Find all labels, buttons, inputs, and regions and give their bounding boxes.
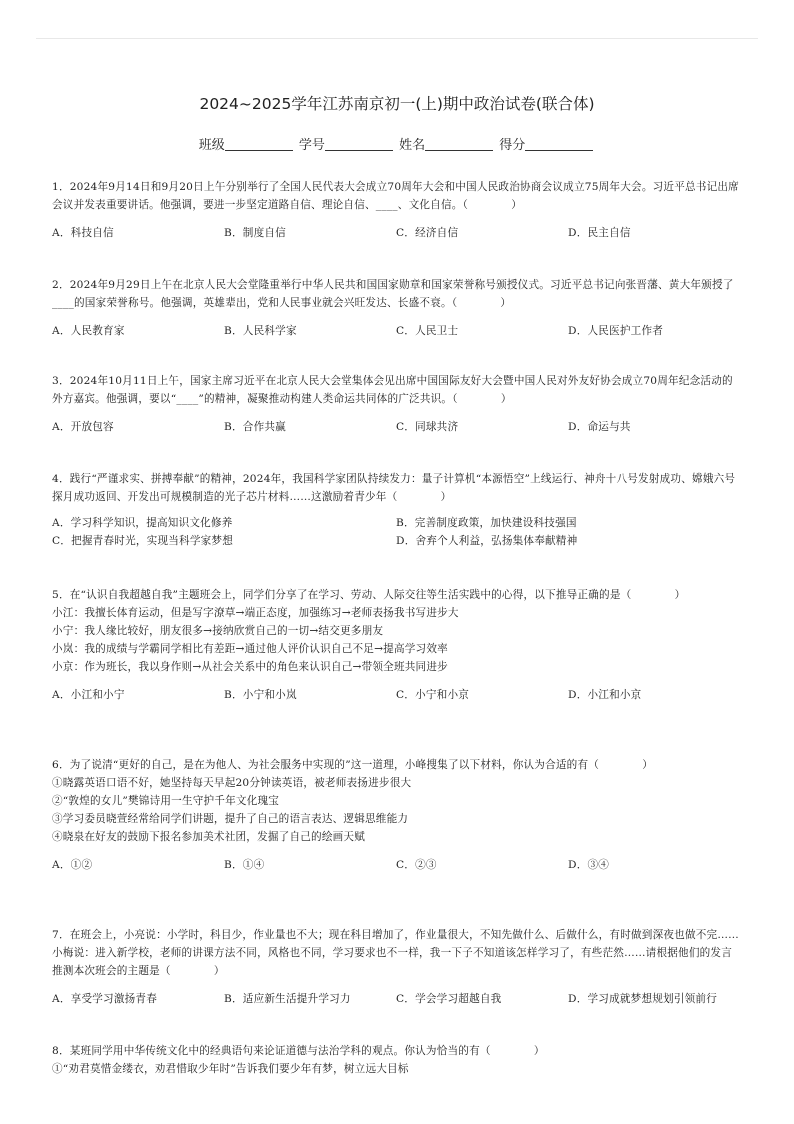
question-stem: 4．践行“严谨求实、拼搏奉献”的精神，2024年，我国科学家团队持续发力：量子计算机“本源悟空”上线运行、神舟十八号发射成功、嫦娥六号探月成功返回、开发出可规模制造的光子芯片材料……这激励着青少年（ ） (52, 473, 736, 503)
question-stem: 8．某班同学用中华传统文化中的经典语句来论证道德与法治学科的观点。你认为恰当的有（ ） (52, 1045, 545, 1057)
class-blank[interactable] (225, 138, 293, 151)
question-stem: 3．2024年10月11日上午，国家主席习近平在北京人民大会堂集体会见出席中国国际友好大会暨中国人民对外友好协会成立70周年纪念活动的外方嘉宾。他强调，要以“____”的精神，凝聚推动构建人类命运共同体的广泛共识。（ ） (52, 375, 733, 405)
option-a[interactable]: A．开放包容 (52, 421, 114, 433)
student-info-line (52, 134, 742, 153)
option-c[interactable]: C．同球共济 (396, 421, 459, 433)
option-d[interactable]: D．舍弃个人利益，弘扬集体奉献精神 (396, 535, 578, 547)
material-line: ①“劝君莫惜金缕衣，劝君惜取少年时”告诉我们要少年有梦，树立远大目标 (52, 1063, 409, 1075)
option-c[interactable]: C．小宁和小京 (396, 689, 470, 701)
option-a[interactable]: A．科技自信 (52, 227, 114, 239)
material-line: 小岚：我的成绩与学霸同学相比有差距→通过他人评价认识自己不足→提高学习效率 (52, 643, 448, 655)
options-row (52, 224, 742, 242)
material-line: 小江：我擅长体育运动，但是写字潦草→端正态度，加强练习→老师表扬我书写进步大 (52, 607, 459, 619)
page-title: 2024~2025学年江苏南京初一(上)期中政治试卷(联合体) (199, 95, 595, 113)
class-label: 班级 (198, 138, 225, 153)
options-row (52, 856, 742, 874)
question-stem: 5．在“认识自我超越自我”主题班会上，同学们分享了在学习、劳动、人际交往等生活实践中的心得，以下推导正确的是（ ） (52, 589, 686, 601)
question-1 (52, 178, 742, 242)
name-blank[interactable] (425, 138, 493, 151)
options-row (52, 418, 742, 436)
question-8 (52, 1042, 742, 1078)
question-2 (52, 276, 742, 340)
material-line: ③学习委员晓萱经常给同学们讲题，提升了自己的语言表达、逻辑思维能力 (52, 813, 409, 825)
option-b[interactable]: B．合作共赢 (224, 421, 286, 433)
options-row (52, 686, 742, 704)
option-a[interactable]: A．人民教育家 (52, 325, 125, 337)
material-line: 小宁：我人缘比较好，朋友很多→接纳欣赏自己的一切→结交更多朋友 (52, 625, 384, 637)
question-4 (52, 470, 742, 550)
option-c[interactable]: C．人民卫士 (396, 325, 459, 337)
option-b[interactable]: B．人民科学家 (224, 325, 297, 337)
option-c[interactable]: C．②③ (396, 859, 437, 871)
score-blank[interactable] (525, 138, 593, 151)
option-b[interactable]: B．适应新生活提升学习力 (224, 993, 351, 1005)
option-a[interactable]: A．①② (52, 859, 93, 871)
number-label: 学号 (298, 138, 325, 153)
question-3 (52, 372, 742, 436)
material-line: ②“敦煌的女儿”樊锦诗用一生守护千年文化瑰宝 (52, 795, 280, 807)
question-stem: 7．在班会上，小亮说：小学时，科目少，作业量也不大；现在科目增加了，作业量很大，不知先做什么、后做什么，有时做到深夜也做不完……小梅说：进入新学校，老师的讲课方法不同，风格也不同，学习要求也不一样，我一下子不知道该怎样学习了，有些茫然……请根据他们的发言推测本次班会的主题是（ ） (52, 929, 739, 977)
material-line: ①晓露英语口语不好，她坚持每天早起20分钟读英语，被老师表扬进步很大 (52, 777, 412, 789)
options-row (52, 322, 742, 340)
option-d[interactable]: D．小江和小京 (568, 689, 642, 701)
options-grid (52, 514, 742, 550)
name-label: 姓名 (399, 138, 426, 153)
option-d[interactable]: D．学习成就梦想规划引领前行 (568, 993, 718, 1005)
number-blank[interactable] (325, 138, 393, 151)
option-d[interactable]: D．命运与共 (568, 421, 631, 433)
question-5 (52, 586, 742, 704)
question-7 (52, 926, 742, 1008)
option-a[interactable]: A．小江和小宁 (52, 689, 125, 701)
option-c[interactable]: C．经济自信 (396, 227, 459, 239)
material-line: 小京：作为班长，我以身作则→从社会关系中的角色来认识自己→带领全班共同进步 (52, 661, 448, 673)
option-c[interactable]: C．学会学习超越自我 (396, 993, 502, 1005)
option-d[interactable]: D．③④ (568, 859, 610, 871)
option-b[interactable]: B．①④ (224, 859, 265, 871)
question-stem: 2．2024年9月29日上午在北京人民大会堂隆重举行中华人民共和国国家勋章和国家荣誉称号颁授仪式。习近平总书记向张晋藩、黄大年颁授了____的国家荣誉称号。他强调，英雄辈出，党和人民事业就会兴旺发达、长盛不衰。（ ） (52, 279, 734, 309)
option-a[interactable]: A．学习科学知识，提高知识文化修养 (52, 517, 233, 529)
question-stem: 6．为了说清“更好的自己，是在为他人、为社会服务中实现的”这一道理，小峰搜集了以下材料，你认为合适的有（ ） (52, 759, 654, 771)
option-b[interactable]: B．完善制度政策，加快建设科技强国 (396, 517, 577, 529)
option-b[interactable]: B．小宁和小岚 (224, 689, 297, 701)
option-d[interactable]: D．民主自信 (568, 227, 631, 239)
option-b[interactable]: B．制度自信 (224, 227, 286, 239)
options-row (52, 990, 742, 1008)
header-divider (36, 38, 758, 39)
option-a[interactable]: A．享受学习激扬青春 (52, 993, 157, 1005)
material-line: ④晓泉在好友的鼓励下报名参加美术社团，发掘了自己的绘画天赋 (52, 831, 366, 843)
question-stem: 1．2024年9月14日和9月20日上午分别举行了全国人民代表大会成立70周年大会和中国人民政治协商会议成立75周年大会。习近平总书记出席会议并发表重要讲话。他强调，要进一步坚定道路自信、理论自信、____、文化自信。（ ） (52, 181, 739, 211)
option-c[interactable]: C．把握青春时光，实现当科学家梦想 (52, 535, 234, 547)
score-label: 得分 (499, 138, 526, 153)
option-d[interactable]: D．人民医护工作者 (568, 325, 664, 337)
question-6 (52, 756, 742, 874)
